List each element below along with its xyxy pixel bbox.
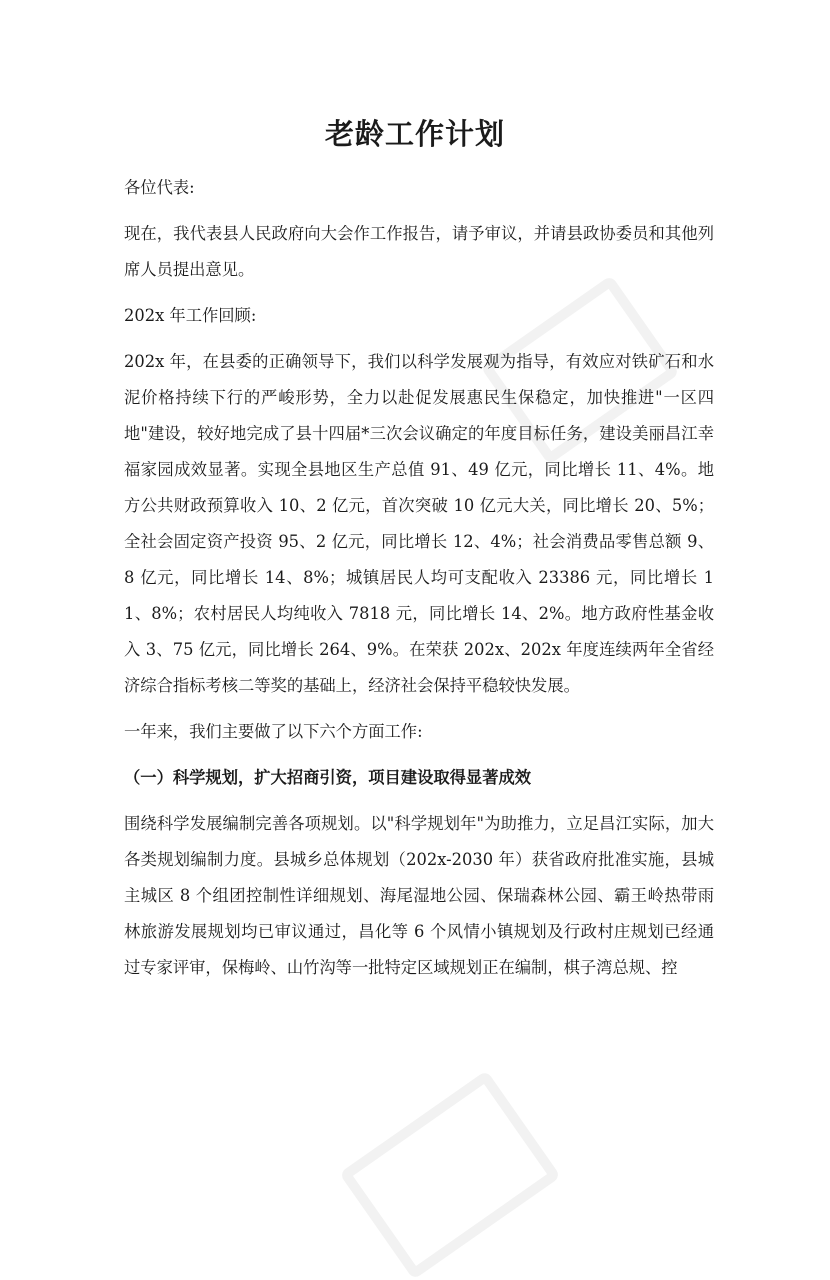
review-paragraph: 202x 年，在县委的正确领导下，我们以科学发展观为指导，有效应对铁矿石和水泥价格持续下行的严峻形势，全力以赴促发展惠民生保稳定，加快推进"一区四地"建设，较好地完成了县十四届*三次会议确定的年度目标任务，建设美丽昌江幸福家园成效显著。实现全县地区生产总值 91、49 亿元，同比增长 11、4%。地方公共财政预算收入 10、2 亿元，首次突破 10 亿元大关，同比增长 20、5%；全社会固定资产投资 95、2 亿元，同比增长 12、4%；社会消费品零售总额 9、8 亿元，同比增长 14、8%；城镇居民人均可支配收入 23386 元，同比增长 11、8%；农村居民人均纯收入 7818 元，同比增长 14、2%。地方政府性基金收入 3、75 亿元，同比增长 264、9%。在荣获 202x、202x 年度连续两年全省经济综合指标考核二等奖的基础上，经济社会保持平稳较快发展。 (124, 352, 714, 695)
document-body (124, 170, 714, 986)
watermark (339, 1070, 561, 1280)
document-title: 老龄工作计划 (324, 117, 505, 151)
intro-paragraph: 现在，我代表县人民政府向大会作工作报告，请予审议，并请县政协委员和其他列席人员提出意见。 (124, 224, 714, 279)
section-heading: （一）科学规划，扩大招商引资，项目建设取得显著成效 (124, 768, 532, 787)
salutation: 各位代表: (124, 178, 195, 197)
section-paragraph: 围绕科学发展编制完善各项规划。以"科学规划年"为助推力，立足昌江实际，加大各类规划编制力度。县城乡总体规划（202x-2030 年）获省政府批准实施，县城主城区 8 个组团控制性详细规划、海尾湿地公园、保瑞森林公园、霸王岭热带雨林旅游发展规划均已审议通过，昌化等 6 个风情小镇规划及行政村庄规划已经通过专家评审，保梅岭、山竹沟等一批特定区域规划正在编制，棋子湾总规、控 (124, 814, 714, 977)
summary-line: 一年来，我们主要做了以下六个方面工作: (124, 722, 423, 741)
review-heading: 202x 年工作回顾: (124, 306, 257, 325)
